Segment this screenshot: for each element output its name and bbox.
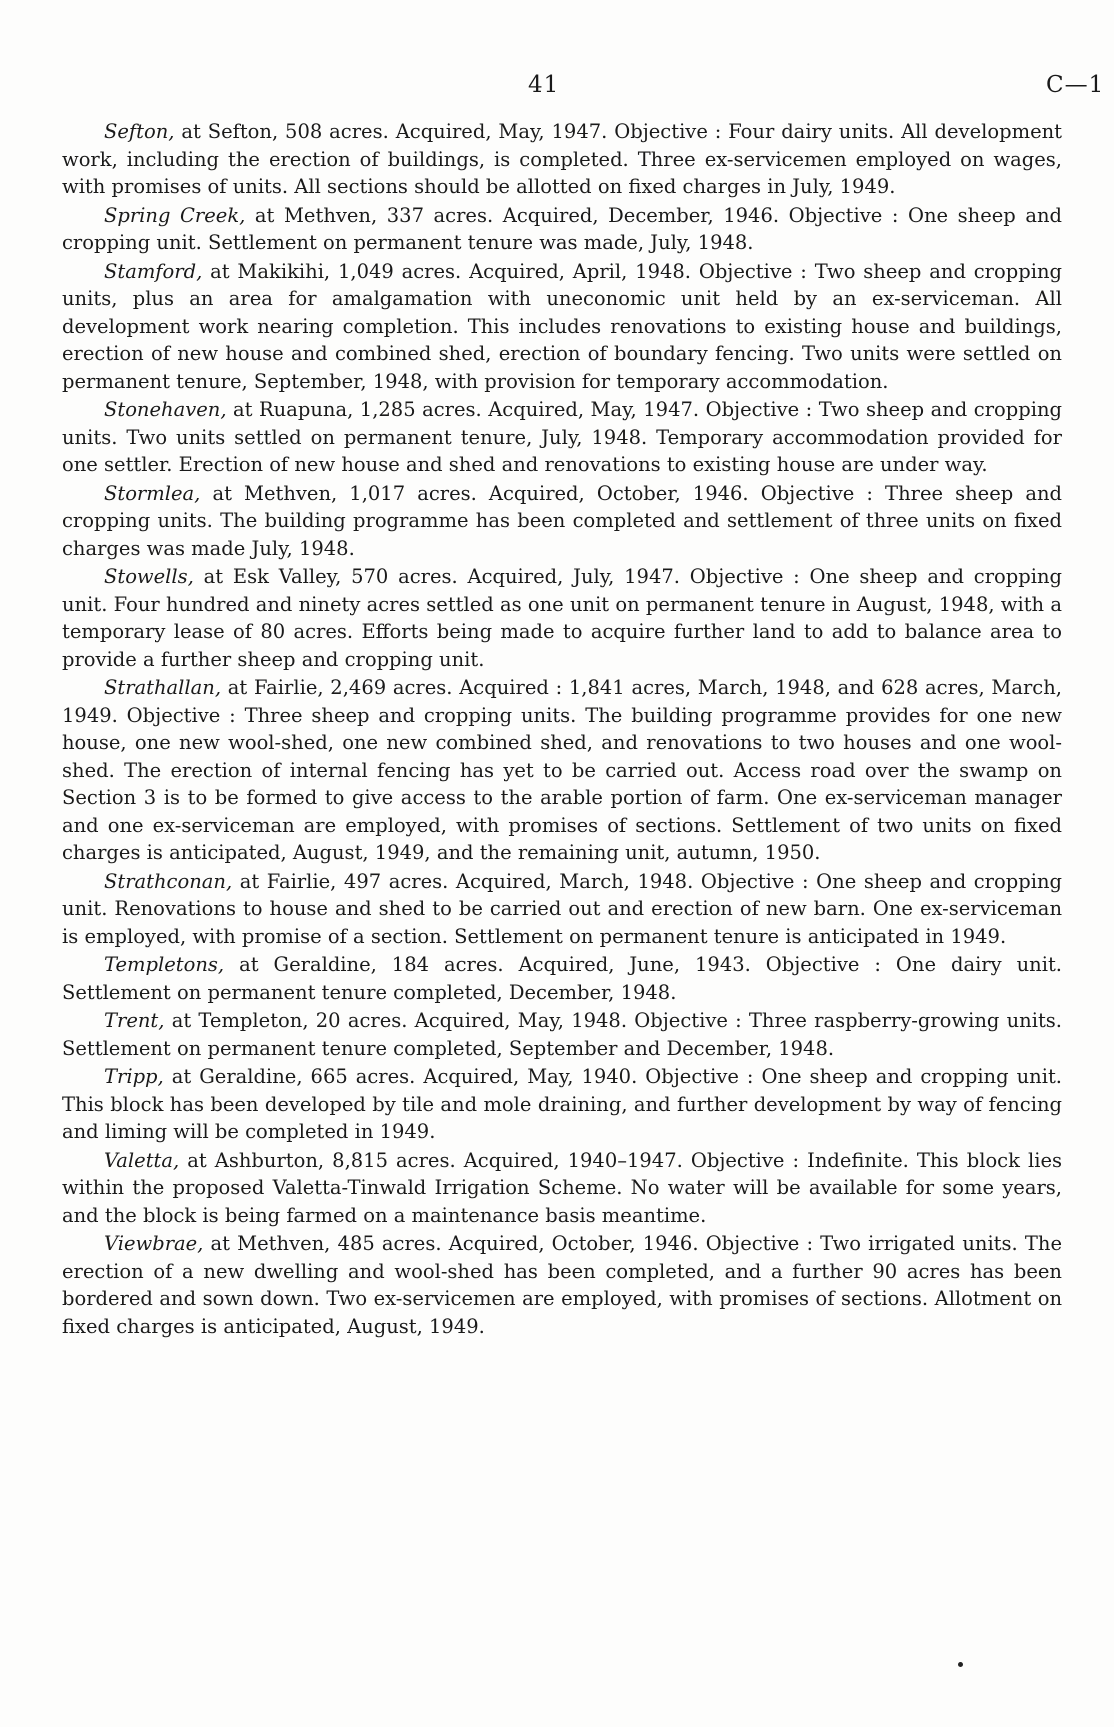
entry-text: at Geraldine, 184 acres. Acquired, June, 1943. Objective : One dairy unit. Settlement on permanent tenure completed, December, 1948. — [62, 953, 1062, 1004]
entry-text: at Fairlie, 2,469 acres. Acquired : 1,841 acres, March, 1948, and 628 acres, March, 1949. Objective : Three sheep and cropping units. The building programme provides for one new house, one new wool-shed, one new combined shed, and renovations to two houses and one wool-shed. The erection of internal fencing has yet to be carried out. Access road over the swamp on Section 3 is to be formed to give access to the arable portion of farm. One ex-serviceman manager and one ex-serviceman are employed, with promises of sections. Settlement of two units on fixed charges is anticipated, August, 1949, and the remaining unit, autumn, 1950. — [62, 676, 1062, 864]
entry-strathallan — [62, 674, 1062, 867]
entry-name: Trent, — [104, 1009, 165, 1032]
entry-tripp — [62, 1063, 1062, 1146]
settlement-blocks-text — [62, 118, 1062, 1340]
page-header — [0, 72, 1114, 106]
entry-stowells — [62, 563, 1062, 673]
entry-spring-creek — [62, 202, 1062, 257]
entry-text: at Ashburton, 8,815 acres. Acquired, 1940–1947. Objective : Indefinite. This block lies within the proposed Valetta-Tinwald Irrigation Scheme. No water will be available for some years, and the block is being farmed on a maintenance basis meantime. — [62, 1148, 1062, 1227]
entry-sefton — [62, 118, 1062, 201]
entry-name: Stowells, — [104, 565, 194, 588]
entry-valetta — [62, 1147, 1062, 1230]
entry-templetons — [62, 951, 1062, 1006]
entry-name: Stormlea, — [104, 481, 201, 505]
entry-name: Strathallan, — [104, 676, 222, 699]
entry-text: at Fairlie, 497 acres. Acquired, March, 1948. Objective : One sheep and cropping unit. Renovations to house and shed to be carried out and erection of new barn. One ex-serviceman is employed, with promise of a section. Settlement on permanent tenure is anticipated in 1949. — [62, 869, 1062, 948]
entry-text: at Ruapuna, 1,285 acres. Acquired, May, 1947. Objective : Two sheep and cropping units. Two units settled on permanent tenure, July, 1948. Temporary accommodation provided for one settler. Erection of new house and shed and renovations to existing house are under way. — [62, 398, 1062, 476]
entry-name: Viewbrae, — [104, 1232, 204, 1255]
entry-name: Tripp, — [104, 1065, 164, 1088]
entry-name: Stamford, — [104, 259, 203, 283]
entry-stamford — [62, 258, 1062, 396]
entry-name: Valetta, — [104, 1148, 180, 1172]
entry-text: at Geraldine, 665 acres. Acquired, May, 1940. Objective : One sheep and cropping unit. This block has been developed by tile and mole draining, and further development by way of fencing and liming will be completed in 1949. — [62, 1065, 1062, 1143]
entry-strathconan — [62, 868, 1062, 951]
entry-text: at Templeton, 20 acres. Acquired, May, 1948. Objective : Three raspberry-growing units. Settlement on permanent tenure completed, September and December, 1948. — [62, 1009, 1062, 1060]
entry-text: at Methven, 337 acres. Acquired, December, 1946. Objective : One sheep and cropping unit. Settlement on permanent tenure was made, July, 1948. — [62, 203, 1062, 254]
entry-text: at Sefton, 508 acres. Acquired, May, 1947. Objective : Four dairy units. All development work, including the erection of buildings, is completed. Three ex-servicemen employed on wages, with promises of units. All sections should be allotted on fixed charges in July, 1949. — [62, 120, 1062, 198]
entry-text: at Esk Valley, 570 acres. Acquired, July, 1947. Objective : One sheep and cropping unit. Four hundred and ninety acres settled as one unit on permanent tenure in August, 1948, with a temporary lease of 80 acres. Efforts being made to acquire further land to add to balance area to provide a further sheep and cropping unit. — [62, 565, 1062, 671]
entry-name: Sefton, — [104, 120, 175, 143]
entry-trent — [62, 1007, 1062, 1062]
entry-stormlea — [62, 480, 1062, 563]
entry-stonehaven — [62, 396, 1062, 479]
entry-viewbrae — [62, 1230, 1062, 1340]
entry-text: at Methven, 485 acres. Acquired, October, 1946. Objective : Two irrigated units. The erection of a new dwelling and wool-shed has been completed, and a further 90 acres has been bordered and sown down. Two ex-servicemen are employed, with promises of sections. Allotment on fixed charges is anticipated, August, 1949. — [62, 1232, 1062, 1338]
entry-name: Templetons, — [104, 953, 225, 976]
entry-text: at Makikihi, 1,049 acres. Acquired, April, 1948. Objective : Two sheep and cropping units, plus an area for amalgamation with uneconomic unit held by an ex-serviceman. All development work nearing completion. This includes renovations to existing house and buildings, erection of new house and combined shed, erection of boundary fencing. Two units were settled on permanent tenure, September, 1948, with provision for temporary accommodation. — [62, 259, 1062, 393]
entry-name: Strathconan, — [104, 869, 233, 893]
ink-speck — [958, 1662, 963, 1667]
document-reference: C—1 — [1046, 72, 1105, 98]
entry-text: at Methven, 1,017 acres. Acquired, October, 1946. Objective : Three sheep and cropping units. The building programme has been completed and settlement of three units on fixed charges was made July, 1948. — [62, 481, 1062, 560]
page-number: 41 — [528, 72, 560, 98]
entry-name: Stonehaven, — [104, 398, 227, 421]
entry-name: Spring Creek, — [104, 203, 246, 227]
